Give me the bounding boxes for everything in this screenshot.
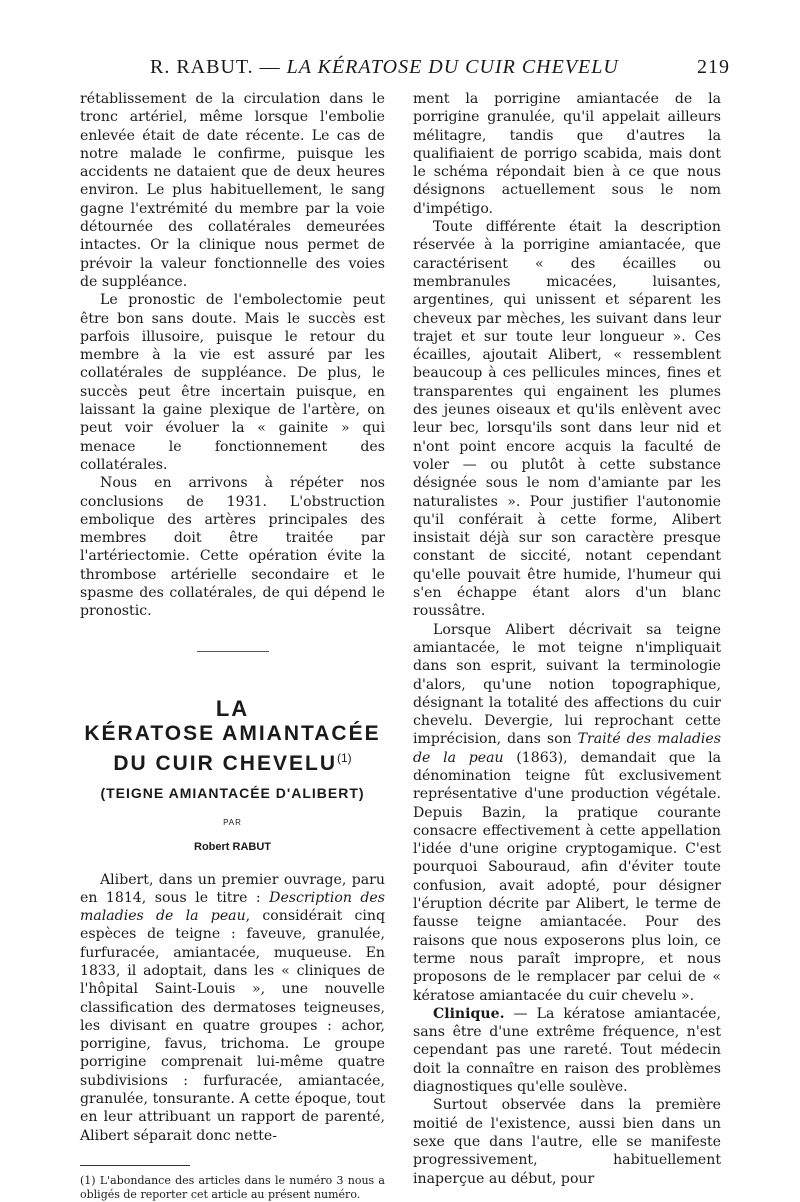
page-number: 219 — [697, 56, 730, 78]
right-column — [413, 90, 721, 1188]
article-title-line-2: KÉRATOSE AMIANTACÉE — [84, 721, 381, 745]
article-title-line-3-text: DU CUIR CHEVELU — [113, 751, 337, 775]
cited-work-title: Description des maladies de la peau — [80, 889, 385, 925]
left-paragraph-1: rétablissement de la circulation dans le tronc artériel, même lorsque l'embolie enlevée était de date récente. Le cas de notre malade le confirme, puisque les accidents ne dataient que de deux heures environ. Le plus habituellement, le sang gagne l'extrémité du membre par la voie détournée des collatérales demeurées intactes. Or la clinique nous permet de prévoir la valeur fonctionnelle des voies de suppléance. — [80, 91, 385, 290]
right-paragraph-3-text-a: Lorsque Alibert décrivait sa teigne amiantacée, le mot teigne n'impliquait dans son esprit, suivant la terminologie d'alors, qu'une notion topographique, désignant la totalité des affections du cuir chevelu. Devergie, lui reprochant cette imprécision, dans son — [413, 621, 721, 748]
section-divider — [197, 651, 269, 652]
cited-treatise-title: Traité des maladies de la peau — [413, 731, 722, 766]
left-paragraph-2: Le pronostic de l'embolectomie peut être bon sans doute. Mais le succès est parfois illusoire, puisque le retour du membre à la vie est assuré par les collatérales de suppléance. De plus, le succès peut être incertain puisque, en laissant la gaine plexique de l'artère, on peut voir évoluer la « gainite » qui menace le fonctionnement des collatérales. — [80, 292, 385, 473]
right-paragraph-4-text: — La kératose amiantacée, sans être d'une extrême fréquence, n'est cependant pas une rareté. Tout médecin doit la connaître en raison des problèmes diagnostiques qu'elle soulève. — [413, 1005, 721, 1096]
byline-par: PAR — [223, 817, 242, 827]
article-title — [80, 696, 385, 776]
footnote-rule — [80, 1165, 190, 1166]
right-paragraph-3 — [413, 621, 721, 1005]
article-title-line-1: LA — [215, 695, 250, 721]
section-heading-clinique: Clinique. — [433, 1005, 505, 1022]
byline-author: Robert RABUT — [194, 841, 271, 854]
article-title-line-3 — [80, 746, 385, 776]
right-paragraph-1: ment la porrigine amiantacée de la porrigine granulée, qu'il appelait ailleurs mélitagre, tandis que d'autres la qualifiaient de porrigo scabida, mais dont le schéma répondait bien à ce que nous désignons actuellement sous le nom d'impétigo. — [413, 91, 721, 217]
header-author: R. RABUT. — — [150, 56, 281, 78]
right-paragraph-4 — [413, 1005, 721, 1096]
left-paragraph-4-text-b: , considérait cinq espèces de teigne : faveuve, granulée, furfuracée, amiantacée, muqueuse. En 1833, il adoptait, dans les « cliniques de l'hôpital Saint-Louis », une nouvelle classification des dermatoses teigneuses, les divisant en quatre groupes : achor, porrigine, favus, trichoma. Le groupe porrigine comprenait lui-même quatre subdivisions : furfuracée, amiantacée, granulée, tonsurante. A cette époque, tout en leur attribuant un rapport de parenté, Alibert séparait donc nette- — [80, 908, 386, 1144]
running-header — [80, 56, 730, 82]
right-paragraph-3-text-b: (1863), demandait que la dénomination teigne fût exclusivement représentative d'une production végétale. Depuis Bazin, la pratique courante consacre effectivement à cette appellation l'idée d'une origine cryptogamique. C'est pourquoi Sabouraud, afin d'éviter toute confusion, avait adopté, pour désigner l'éruption décrite par Alibert, le terme de fausse teigne amiantacée. Pour des raisons que nous exposerons plus loin, ce terme nous paraît impropre, et nous proposons de le remplacer par celui de « kératose amiantacée du cuir chevelu ». — [413, 749, 721, 1004]
right-paragraph-5: Surtout observée dans la première moitié de l'existence, aussi bien dans un sexe que dans l'autre, elle se manifeste progressivement, habituellement inaperçue au début, pour — [413, 1097, 721, 1187]
right-paragraph-2: Toute différente était la description réservée à la porrigine amiantacée, que caractérisent « des écailles ou membranules micacées, luisantes, argentines, qui unissent et séparent les cheveux par mèches, les suivant dans leur trajet et sur toute leur longueur ». Ces écailles, ajoutait Alibert, « ressemblent beaucoup à ces pellicules minces, fines et transparentes qui engainent les plumes des jeunes oiseaux et qu'ils enlèvent avec leur bec, lorsqu'ils sont dans leur nid et n'ont point encore acquis la faculté de voler — ou plutôt à cette substance désignée sous le nom d'amiante par les naturalistes ». Pour justifier l'autonomie qu'il conférait à cette forme, Alibert insistait déjà sur son caractère presque constant de siccité, notant cependant qu'elle pouvait être humide, l'humeur qui s'en échappe étant alors d'un blanc roussâtre. — [413, 219, 721, 620]
left-paragraph-3: Nous en arrivons à répéter nos conclusions de 1931. L'obstruction embolique des artères principales des membres doit être traitée par l'artériectomie. Cette opération évite la thrombose artérielle secondaire et le spasme des collatérales, de qui dépend le pronostic. — [80, 475, 385, 620]
left-paragraph-4-text-a: Alibert, dans un premier ouvrage, paru en 1814, sous le titre : — [80, 871, 385, 906]
left-column — [80, 90, 385, 1202]
footnote-marker: (1) — [337, 750, 352, 765]
footnote: (1) L'abondance des articles dans le numéro 3 nous a obligés de reporter cet article au présent numéro. — [80, 1173, 385, 1201]
left-paragraph-4 — [80, 871, 385, 1145]
running-title — [150, 56, 619, 79]
article-subtitle: (TEIGNE AMIANTACÉE D'ALIBERT) — [100, 784, 365, 801]
header-article-title: LA KÉRATOSE DU CUIR CHEVELU — [286, 56, 619, 78]
